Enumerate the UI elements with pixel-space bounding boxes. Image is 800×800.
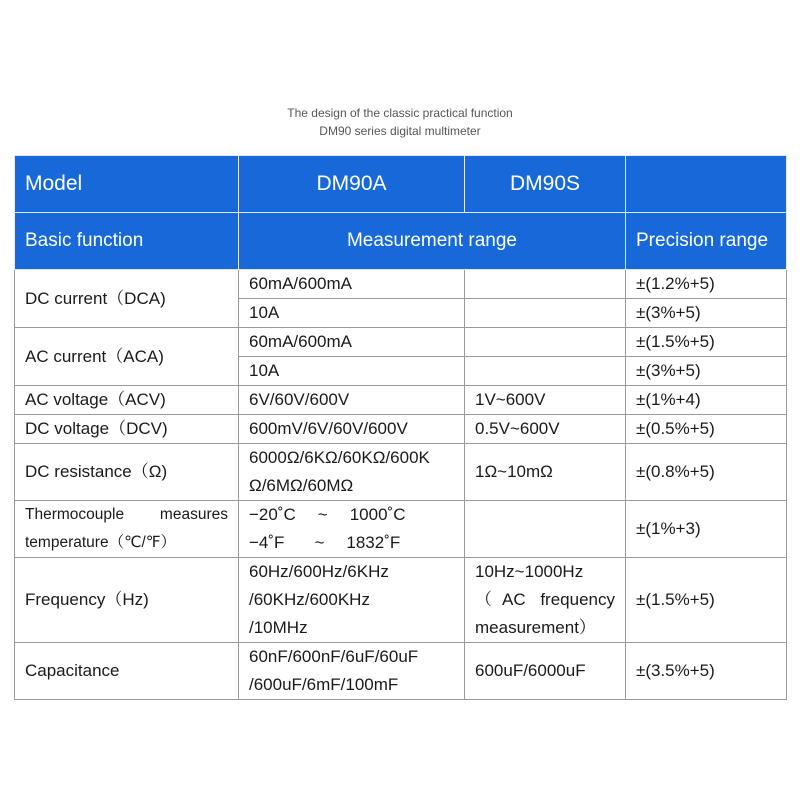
table-row — [15, 444, 787, 501]
temp-f-to: 1832˚F — [346, 533, 401, 552]
temp-c-from: −20˚C — [249, 505, 296, 524]
table-row — [15, 328, 787, 357]
acv-range-a: 6V/60V/600V — [239, 386, 465, 415]
dca-precision-2: ±(3%+5) — [626, 299, 787, 328]
freq-range-a — [239, 558, 465, 643]
model-label: Model — [15, 156, 239, 213]
cap-range-a-line-1: 60nF/600nF/6uF/60uF — [249, 647, 419, 666]
temp-range-line-1 — [249, 501, 454, 529]
temp-precision: ±(1%+3) — [626, 501, 787, 558]
temp-f-from: −4˚F — [249, 533, 285, 552]
heading-line-2: DM90 series digital multimeter — [319, 124, 481, 138]
dcv-range-a: 600mV/6V/60V/600V — [239, 415, 465, 444]
dcv-range-s: 0.5V~600V — [465, 415, 626, 444]
freq-precision: ±(1.5%+5) — [626, 558, 787, 643]
aca-label: AC current（ACA) — [15, 328, 239, 386]
res-range-a-line-2: Ω/6MΩ/60MΩ — [249, 476, 354, 495]
aca-precision-1: ±(1.5%+5) — [626, 328, 787, 357]
acv-range-s: 1V~600V — [465, 386, 626, 415]
res-label: DC resistance（Ω) — [15, 444, 239, 501]
cap-precision: ±(3.5%+5) — [626, 643, 787, 700]
heading-line-1: The design of the classic practical function — [287, 106, 513, 120]
dca-s-empty-1 — [465, 270, 626, 299]
table-row — [15, 643, 787, 700]
temp-c-tilde: ~ — [317, 505, 328, 524]
dcv-precision: ±(0.5%+5) — [626, 415, 787, 444]
freq-range-a-line-2: /60KHz/600KHz — [249, 590, 370, 609]
model-row — [15, 156, 787, 213]
freq-range-s — [465, 558, 626, 643]
header-row — [15, 213, 787, 270]
cap-range-a-line-2: /600uF/6mF/100mF — [249, 675, 399, 694]
temp-s-empty — [465, 501, 626, 558]
dca-range-2: 10A — [239, 299, 465, 328]
aca-s-empty-2 — [465, 357, 626, 386]
cap-label: Capacitance — [15, 643, 239, 700]
freq-range-a-line-3: /10MHz — [249, 618, 308, 637]
res-range-a — [239, 444, 465, 501]
aca-precision-2: ±(3%+5) — [626, 357, 787, 386]
res-range-a-line-1: 6000Ω/6KΩ/60KΩ/600K — [249, 448, 430, 467]
model-dm90s: DM90S — [465, 156, 626, 213]
freq-range-s-line-1: 10Hz~1000Hz — [475, 562, 584, 581]
freq-range-s-line-3: measurement） — [475, 618, 596, 637]
temp-c-to: 1000˚C — [349, 505, 406, 524]
precision-range-header: Precision range — [626, 213, 787, 270]
table-row — [15, 415, 787, 444]
dca-s-empty-2 — [465, 299, 626, 328]
table-row — [15, 270, 787, 299]
temp-label — [15, 501, 239, 558]
res-precision: ±(0.8%+5) — [626, 444, 787, 501]
basic-function-header: Basic function — [15, 213, 239, 270]
cap-range-a — [239, 643, 465, 700]
spec-table — [14, 155, 787, 700]
table-row — [15, 558, 787, 643]
freq-range-s-line-2: （AC frequency — [475, 590, 615, 609]
res-range-s: 1Ω~10mΩ — [465, 444, 626, 501]
table-row — [15, 501, 787, 558]
temp-range-line-2 — [249, 529, 454, 557]
temp-f-tilde: ~ — [314, 533, 325, 552]
temp-range-a — [239, 501, 465, 558]
measurement-range-header: Measurement range — [239, 213, 626, 270]
model-empty-cell — [626, 156, 787, 213]
dca-label: DC current（DCA) — [15, 270, 239, 328]
table-row — [15, 386, 787, 415]
dca-range-1: 60mA/600mA — [239, 270, 465, 299]
dcv-label: DC voltage（DCV) — [15, 415, 239, 444]
dca-precision-1: ±(1.2%+5) — [626, 270, 787, 299]
aca-s-empty-1 — [465, 328, 626, 357]
temp-label-line-1: Thermocouple measures — [25, 506, 228, 523]
temp-label-line-2: temperature（℃/℉） — [25, 534, 177, 551]
aca-range-2: 10A — [239, 357, 465, 386]
acv-precision: ±(1%+4) — [626, 386, 787, 415]
cap-range-s: 600uF/6000uF — [465, 643, 626, 700]
model-dm90a: DM90A — [239, 156, 465, 213]
aca-range-1: 60mA/600mA — [239, 328, 465, 357]
freq-label: Frequency（Hz) — [15, 558, 239, 643]
page-heading — [0, 104, 800, 140]
freq-range-a-line-1: 60Hz/600Hz/6KHz — [249, 562, 389, 581]
acv-label: AC voltage（ACV) — [15, 386, 239, 415]
